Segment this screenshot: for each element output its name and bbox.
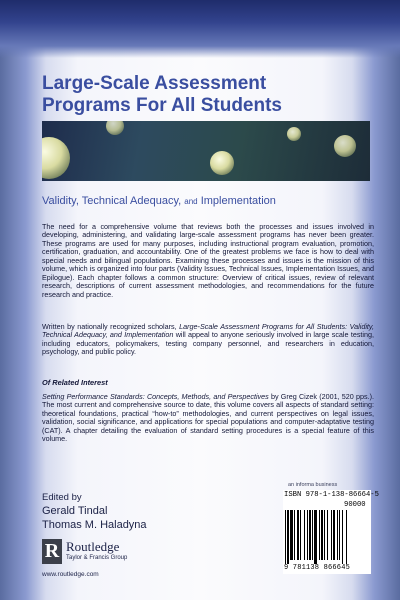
barcode-bar xyxy=(324,510,325,560)
related-book-text: by Greg Cizek (2001, 520 pps.). The most current and comprehensive source to date, this volume covers all aspects of standard setting: theoretical foundations, practical “how-to” methodologies, and current perspectives on legal issues, validation, social significance, and applications for special populations and computer-adaptative testing (CAT). A chapter detailing the evaluation of standard setting procedures is a special feature of this volume. xyxy=(42,392,374,444)
related-interest-heading: Of Related Interest xyxy=(42,378,108,387)
book-subtitle xyxy=(42,195,276,207)
editor-name: Thomas M. Haladyna xyxy=(42,519,147,531)
subtitle-and: and xyxy=(184,197,198,206)
barcode-digits: 9 781138 866645 xyxy=(284,564,351,572)
barcode-bar xyxy=(319,510,320,560)
barcode-bar xyxy=(331,510,332,560)
photo-ball xyxy=(42,137,70,179)
barcode-bar xyxy=(337,510,338,560)
informa-business-label: an informa business xyxy=(288,482,338,488)
photo-ball xyxy=(287,127,301,141)
barcode-bar xyxy=(304,510,305,560)
barcode-bar xyxy=(300,510,301,560)
editor-name: Gerald Tindal xyxy=(42,505,108,517)
top-color-band xyxy=(0,0,400,58)
price-code: 90000 xyxy=(344,501,366,509)
publisher-group: Taylor & Francis Group xyxy=(66,555,128,561)
photo-ball xyxy=(334,135,356,157)
barcode-bar xyxy=(327,510,328,560)
barcode-bar xyxy=(346,510,347,564)
related-book-paragraph xyxy=(42,393,374,444)
barcode-graphic xyxy=(283,510,371,564)
edited-by-label: Edited by xyxy=(42,492,82,503)
barcode-bar xyxy=(307,510,308,560)
isbn-label: ISBN 978-1-138-86664-5 xyxy=(284,491,379,499)
related-book-title: Setting Performance Standards: Concepts, Methods, and Perspectives xyxy=(42,392,269,401)
photo-ball xyxy=(210,151,234,175)
routledge-logo-icon: R xyxy=(42,539,62,564)
barcode-bar xyxy=(342,510,343,564)
audience-book-title: Large-Scale Assessment Programs for All Students: Validity, Technical Adequacy, and Implementation xyxy=(42,322,374,340)
description-paragraph: The need for a comprehensive volume that reviews both the processes and issues involved in developing, administering, and validating large-scale assessment programs has never been greater. These programs are used for many purposes, including instructional program evaluation, promotion, certification, graduation, and accountability. One of the greatest problems we face is how to deal with special needs and bilingual populations. Examining these processes and issues is the mission of this volume, which is organized into four parts (Validity Issues, Technical Issues, Implementation Issues, and Epilogue). Each chapter follows a common structure: Overview of critical issues, review of relevant research, descriptions of current assessment methodologies, and recommendations for the future research and practice. xyxy=(42,222,374,299)
barcode-bar xyxy=(333,510,335,560)
photo-ball xyxy=(106,121,124,135)
barcode-bar xyxy=(321,510,323,560)
subtitle-part-1: Validity, Technical Adequacy, xyxy=(42,195,185,207)
barcode-bar xyxy=(285,510,286,564)
audience-paragraph xyxy=(42,323,374,357)
barcode-bar xyxy=(294,510,295,560)
book-title-line-1: Large-Scale Assessment xyxy=(42,73,267,94)
subtitle-part-2: Implementation xyxy=(197,195,276,207)
audience-text-start: Written by nationally recognized scholars, xyxy=(42,322,180,331)
barcode-bar xyxy=(290,510,293,560)
audience-text-end: will appeal to anyone seriously involved in large scale testing, including educators, policymakers, testing company personnel, and researchers in education, psychology, and public policy. xyxy=(42,330,375,357)
barcode-box xyxy=(283,490,379,574)
barcode-bar xyxy=(297,510,299,560)
barcode-bar xyxy=(339,510,340,560)
publisher-name: Routledge xyxy=(66,539,120,554)
book-title-line-2: Programs For All Students xyxy=(42,95,282,116)
barcode-bar xyxy=(309,510,311,560)
barcode-bar xyxy=(314,510,317,564)
barcode-bar xyxy=(287,510,289,564)
cover-photo xyxy=(42,121,370,181)
publisher-website: www.routledge.com xyxy=(42,571,99,578)
barcode-bar xyxy=(312,510,313,560)
